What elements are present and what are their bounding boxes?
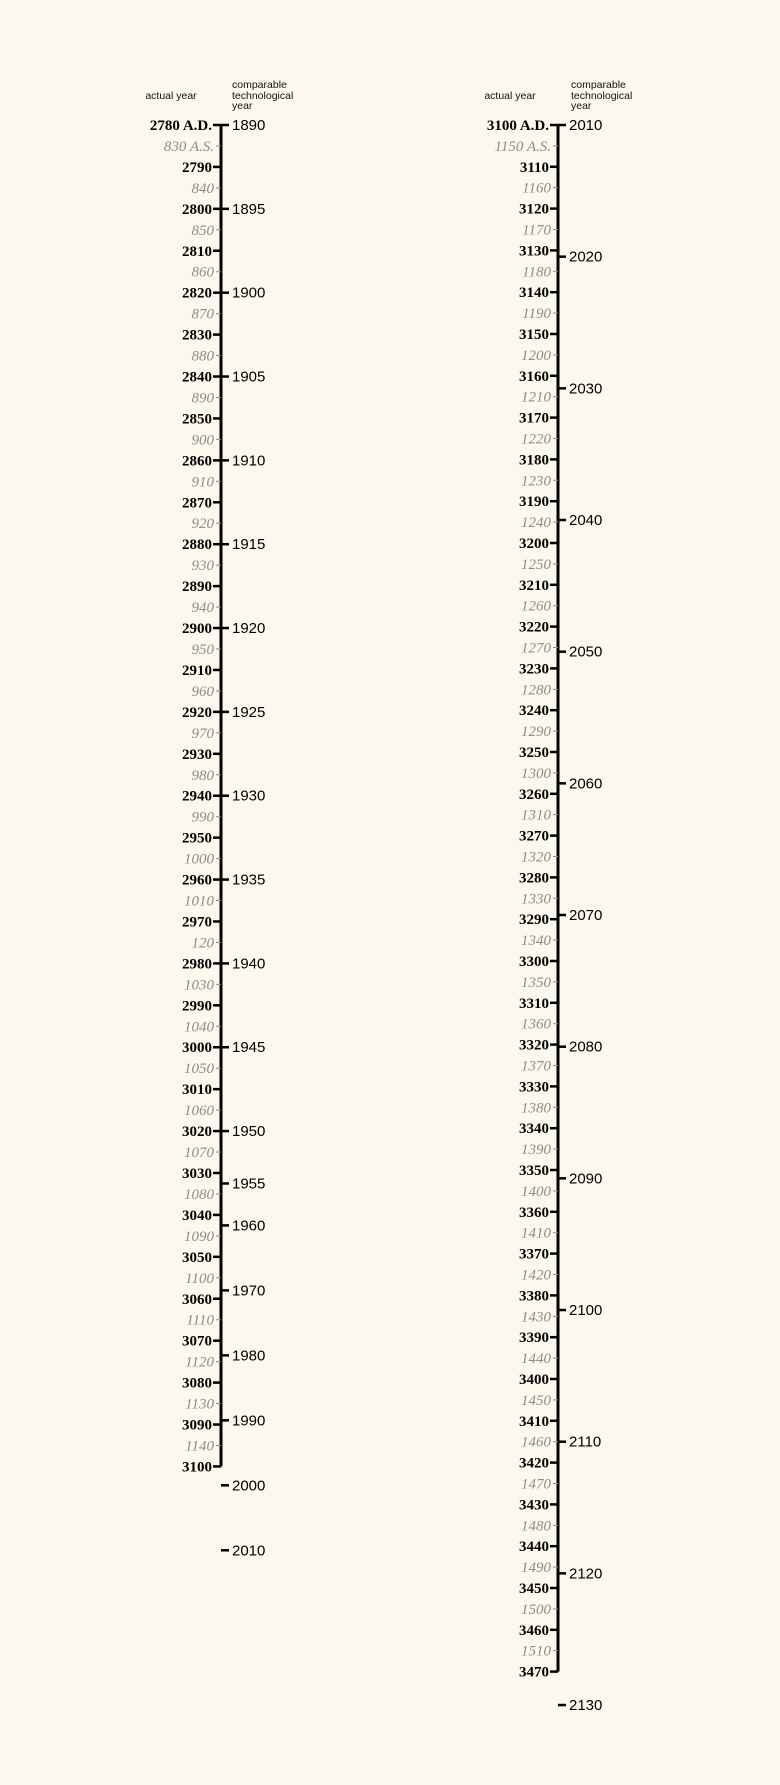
- actual-year-label: 2810: [182, 243, 212, 260]
- after-settlement-year-label: 120: [191, 935, 214, 952]
- after-settlement-year-label: 1350: [521, 974, 551, 991]
- actual-year-label: 3190: [519, 494, 549, 511]
- after-settlement-year-label: 1430: [521, 1309, 551, 1326]
- after-settlement-year-label: 1230: [521, 473, 551, 490]
- technological-year-label: 2090: [569, 1170, 603, 1188]
- actual-year-label: 3400: [519, 1372, 549, 1388]
- actual-year-label: 3210: [519, 577, 549, 594]
- technological-year-label: 1925: [232, 703, 266, 721]
- technological-year-label: 1935: [232, 871, 266, 889]
- actual-year-label: 3140: [519, 285, 549, 302]
- after-settlement-year-label: 1310: [521, 807, 551, 824]
- after-settlement-year-label: 1130: [185, 1396, 214, 1413]
- after-settlement-year-label: 1240: [521, 515, 551, 532]
- comparable-year-header-line3: year: [571, 100, 592, 112]
- after-settlement-year-label: 1160: [522, 180, 551, 197]
- actual-year-label: 2900: [182, 621, 212, 638]
- actual-year-label: 3280: [519, 870, 549, 887]
- actual-year-label: 3020: [182, 1124, 212, 1141]
- after-settlement-year-label: 990: [191, 809, 214, 826]
- after-settlement-year-label: 940: [191, 600, 214, 617]
- actual-year-header: actual year: [145, 90, 197, 102]
- after-settlement-year-label: 1340: [521, 933, 551, 950]
- technological-year-label: 1955: [232, 1175, 266, 1193]
- technological-year-label: 2070: [569, 907, 603, 925]
- actual-year-label: 3300: [519, 954, 549, 970]
- actual-year-label: 3320: [519, 1037, 549, 1054]
- after-settlement-year-label: 1110: [186, 1312, 214, 1329]
- actual-year-label: 3200: [519, 536, 549, 552]
- actual-year-label: 3030: [182, 1166, 212, 1182]
- after-settlement-year-label: 1410: [521, 1225, 551, 1242]
- actual-year-label: 2890: [182, 579, 212, 596]
- after-settlement-year-label: 1440: [521, 1351, 551, 1368]
- actual-year-label: 3230: [519, 661, 549, 678]
- after-settlement-year-label: 1490: [521, 1560, 551, 1577]
- after-settlement-year-label: 1250: [521, 556, 551, 573]
- after-settlement-year-label: 840: [191, 180, 214, 197]
- technological-year-label: 1920: [232, 620, 266, 638]
- after-settlement-year-label: 880: [191, 348, 214, 365]
- actual-year-label: 2910: [182, 662, 212, 679]
- technological-year-label: 1910: [232, 452, 266, 470]
- technological-year-label: 1900: [232, 284, 266, 302]
- after-settlement-year-label: 1370: [521, 1058, 551, 1075]
- after-settlement-year-label: 920: [191, 516, 214, 533]
- after-settlement-year-label: 1060: [184, 1103, 214, 1120]
- after-settlement-year-label: 1010: [184, 893, 214, 910]
- actual-year-label: 3080: [182, 1375, 212, 1392]
- comparable-year-header-line3: year: [232, 100, 253, 112]
- after-settlement-year-label: 1120: [185, 1354, 214, 1371]
- actual-year-label: 2920: [182, 704, 212, 721]
- actual-year-label: 3260: [519, 786, 549, 803]
- actual-year-label: 3180: [519, 452, 549, 469]
- after-settlement-year-label: 1090: [184, 1228, 214, 1245]
- actual-year-label: 3250: [519, 745, 549, 761]
- actual-year-label: 3120: [519, 201, 549, 218]
- comparable-year-header-line2: technological: [571, 90, 633, 102]
- actual-year-label: 3350: [519, 1163, 549, 1179]
- technological-year-label: 1980: [232, 1347, 266, 1365]
- after-settlement-year-label: 1300: [521, 765, 551, 782]
- technological-year-label: 1930: [232, 787, 266, 805]
- actual-year-label: 2850: [182, 411, 212, 428]
- actual-year-label: 3160: [519, 368, 549, 385]
- actual-year-label: 3450: [519, 1581, 549, 1597]
- actual-year-label: 3090: [182, 1417, 212, 1434]
- comparable-year-header-line1: comparable: [232, 79, 287, 91]
- actual-year-label: 3460: [519, 1622, 549, 1639]
- actual-year-label: 3380: [519, 1288, 549, 1305]
- after-settlement-year-label: 1000: [184, 851, 214, 868]
- actual-year-label: 2930: [182, 746, 212, 763]
- after-settlement-year-label: 890: [191, 390, 214, 407]
- actual-year-label: 2880: [182, 537, 212, 554]
- after-settlement-year-label: 980: [191, 767, 214, 784]
- after-settlement-year-label: 1050: [184, 1061, 214, 1078]
- actual-year-label: 2860: [182, 453, 212, 470]
- actual-year-label: 3240: [519, 703, 549, 720]
- after-settlement-year-label: 1480: [521, 1518, 551, 1535]
- actual-year-label: 2840: [182, 369, 212, 386]
- actual-year-header: actual year: [484, 90, 536, 102]
- after-settlement-year-label: 960: [191, 683, 214, 700]
- after-settlement-year-label: 1150 A.S.: [494, 138, 551, 155]
- after-settlement-year-label: 1390: [521, 1142, 551, 1159]
- technological-year-label: 1905: [232, 368, 266, 386]
- after-settlement-year-label: 1180: [522, 264, 551, 281]
- after-settlement-year-label: 1330: [521, 891, 551, 908]
- actual-year-label: 3050: [182, 1249, 212, 1266]
- after-settlement-year-label: 1280: [521, 682, 551, 699]
- actual-year-label: 2800: [182, 201, 212, 218]
- after-settlement-year-label: 1070: [184, 1145, 214, 1162]
- actual-year-label: 3270: [519, 828, 549, 845]
- actual-year-label: 3110: [519, 159, 549, 176]
- technological-year-label: 1990: [232, 1412, 266, 1430]
- after-settlement-year-label: 1220: [521, 431, 551, 448]
- after-settlement-year-label: 830 A.S.: [163, 138, 214, 155]
- after-settlement-year-label: 1140: [185, 1438, 214, 1455]
- actual-year-label: 3290: [519, 912, 549, 929]
- after-settlement-year-label: 1210: [521, 389, 551, 406]
- after-settlement-year-label: 860: [191, 264, 214, 281]
- after-settlement-year-label: 970: [191, 725, 214, 742]
- after-settlement-year-label: 1400: [521, 1183, 551, 1200]
- after-settlement-year-label: 1360: [521, 1016, 551, 1033]
- after-settlement-year-label: 1260: [521, 598, 551, 615]
- after-settlement-year-label: 1290: [521, 724, 551, 741]
- after-settlement-year-label: 1320: [521, 849, 551, 866]
- technological-year-label: 2080: [569, 1038, 603, 1056]
- technological-year-label: 1940: [232, 955, 266, 973]
- technological-year-label: 1950: [232, 1123, 266, 1141]
- after-settlement-year-label: 910: [191, 474, 214, 491]
- actual-year-label: 3310: [519, 995, 549, 1012]
- actual-year-label: 2830: [182, 327, 212, 344]
- technological-year-label: 2040: [569, 512, 603, 530]
- after-settlement-year-label: 1040: [184, 1019, 214, 1036]
- actual-year-label: 3000: [182, 1040, 212, 1057]
- technological-year-label: 1970: [232, 1282, 266, 1300]
- technological-year-label: 2110: [569, 1433, 602, 1451]
- after-settlement-year-label: 1420: [521, 1267, 551, 1284]
- timeline-column-left: [145, 79, 293, 1559]
- after-settlement-year-label: 1030: [184, 977, 214, 994]
- after-settlement-year-label: 900: [191, 432, 214, 449]
- actual-year-label: 2990: [182, 998, 212, 1015]
- technological-year-label: 2100: [569, 1302, 603, 1320]
- actual-year-label: 3170: [519, 410, 549, 427]
- actual-year-label: 2870: [182, 495, 212, 512]
- actual-year-label: 2940: [182, 788, 212, 805]
- technological-year-label: 2060: [569, 775, 603, 793]
- comparable-year-header-line1: comparable: [571, 79, 626, 91]
- actual-year-label: 3040: [182, 1207, 212, 1224]
- actual-year-label: 3410: [519, 1413, 549, 1430]
- technological-year-label: 2010: [232, 1542, 266, 1560]
- technological-year-label: 2000: [232, 1477, 266, 1495]
- actual-year-label: 3010: [182, 1082, 212, 1099]
- after-settlement-year-label: 930: [191, 558, 214, 575]
- actual-year-label: 3060: [182, 1291, 212, 1308]
- actual-year-label: 3330: [519, 1079, 549, 1096]
- after-settlement-year-label: 850: [191, 222, 214, 239]
- actual-year-label: 3130: [519, 243, 549, 260]
- after-settlement-year-label: 1170: [522, 222, 551, 239]
- actual-year-label: 3390: [519, 1330, 549, 1347]
- after-settlement-year-label: 870: [191, 306, 214, 323]
- actual-year-label: 2980: [182, 956, 212, 973]
- actual-year-label: 2950: [182, 830, 212, 847]
- actual-year-label: 3100 A.D.: [486, 118, 549, 134]
- technological-year-label: 2130: [569, 1697, 603, 1715]
- after-settlement-year-label: 1450: [521, 1392, 551, 1409]
- technological-year-label: 1915: [232, 536, 266, 554]
- actual-year-label: 3070: [182, 1333, 212, 1350]
- actual-year-label: 3150: [519, 327, 549, 343]
- actual-year-label: 3360: [519, 1204, 549, 1221]
- actual-year-label: 2960: [182, 872, 212, 889]
- after-settlement-year-label: 1270: [521, 640, 551, 657]
- after-settlement-year-label: 1380: [521, 1100, 551, 1117]
- after-settlement-year-label: 1500: [521, 1601, 551, 1618]
- after-settlement-year-label: 1190: [522, 306, 551, 323]
- after-settlement-year-label: 1200: [521, 347, 551, 364]
- technological-year-label: 1895: [232, 200, 266, 218]
- technological-year-label: 2050: [569, 643, 603, 661]
- after-settlement-year-label: 1100: [185, 1270, 214, 1287]
- technological-year-label: 2020: [569, 248, 603, 266]
- technological-year-label: 1945: [232, 1039, 266, 1057]
- actual-year-label: 3100: [182, 1459, 212, 1476]
- technological-year-label: 2120: [569, 1565, 603, 1583]
- after-settlement-year-label: 1080: [184, 1186, 214, 1203]
- after-settlement-year-label: 1470: [521, 1476, 551, 1493]
- actual-year-label: 3470: [519, 1664, 549, 1681]
- actual-year-label: 2970: [182, 914, 212, 931]
- actual-year-label: 2790: [182, 159, 212, 176]
- actual-year-label: 2780 A.D.: [149, 118, 212, 134]
- comparable-year-header-line2: technological: [232, 90, 294, 102]
- technological-year-label: 1890: [232, 117, 266, 134]
- after-settlement-year-label: 1510: [521, 1643, 551, 1660]
- actual-year-label: 3430: [519, 1497, 549, 1514]
- technological-year-label: 1960: [232, 1217, 266, 1235]
- actual-year-label: 3340: [519, 1121, 549, 1138]
- actual-year-label: 3440: [519, 1539, 549, 1556]
- actual-year-label: 2820: [182, 285, 212, 302]
- after-settlement-year-label: 950: [191, 642, 214, 658]
- actual-year-label: 3370: [519, 1246, 549, 1263]
- after-settlement-year-label: 1460: [521, 1434, 551, 1451]
- technological-year-label: 2030: [569, 380, 603, 398]
- actual-year-label: 3420: [519, 1455, 549, 1472]
- timeline-column-right: [484, 79, 632, 1785]
- actual-year-label: 3220: [519, 619, 549, 636]
- technological-year-label: 2010: [569, 117, 603, 134]
